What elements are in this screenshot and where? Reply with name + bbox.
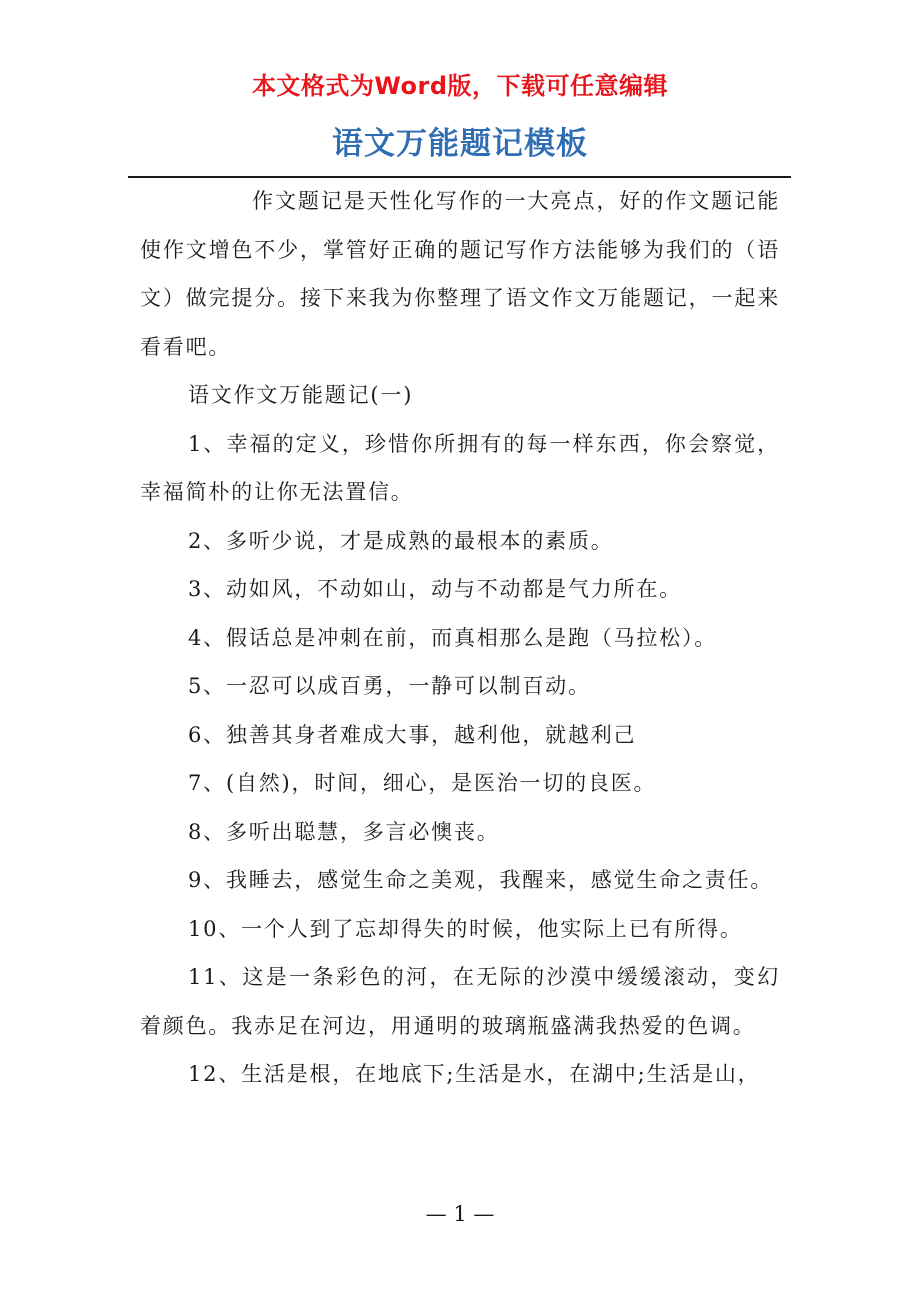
list-item: 12、生活是根，在地底下;生活是水，在湖中;生活是山， (188, 1062, 761, 1086)
list-item: 1、幸福的定义，珍惜你所拥有的每一样东西，你会察觉，幸福简朴的让你无法置信。 (140, 431, 780, 504)
list-item: 4、假话总是冲刺在前，而真相那么是跑（马拉松）。 (188, 625, 718, 650)
list-item: 10、一个人到了忘却得失的时候，他实际上已有所得。 (188, 916, 743, 941)
section-heading: 语文作文万能题记(一) (188, 383, 414, 407)
list-item: 7、(自然)，时间，细心，是医治一切的良医。 (188, 771, 657, 795)
list-item: 11、这是一条彩色的河，在无际的沙漠中缓缓滚动，变幻着颜色。我赤足在河边，用通明的玻璃瓶盛满我热爱的色调。 (140, 965, 780, 1038)
page-number: — 1 — (425, 1202, 495, 1226)
list-item: 6、独善其身者难成大事，越利他，就越利己 (188, 722, 637, 747)
list-item: 9、我睡去，感觉生命之美观，我醒来，感觉生命之责任。 (188, 868, 774, 892)
list-item: 5、一忍可以成百勇，一静可以制百动。 (188, 674, 591, 698)
format-notice: 本文格式为Word版，下载可任意编辑 (251, 72, 669, 100)
document-title: 语文万能题记模板 (332, 126, 588, 162)
list-item: 8、多听出聪慧，多言必懊丧。 (188, 819, 500, 844)
document-body (140, 177, 780, 1099)
intro-paragraph: 作文题记是天性化写作的一大亮点，好的作文题记能使作文增色不少，掌管好正确的题记写作方法能够为我们的（语文）做完提分。接下来我为你整理了语文作文万能题记，一起来看看吧。 (140, 189, 780, 359)
list-item: 2、多听少说，才是成熟的最根本的素质。 (188, 528, 614, 553)
list-item: 3、动如风，不动如山，动与不动都是气力所在。 (188, 577, 682, 601)
